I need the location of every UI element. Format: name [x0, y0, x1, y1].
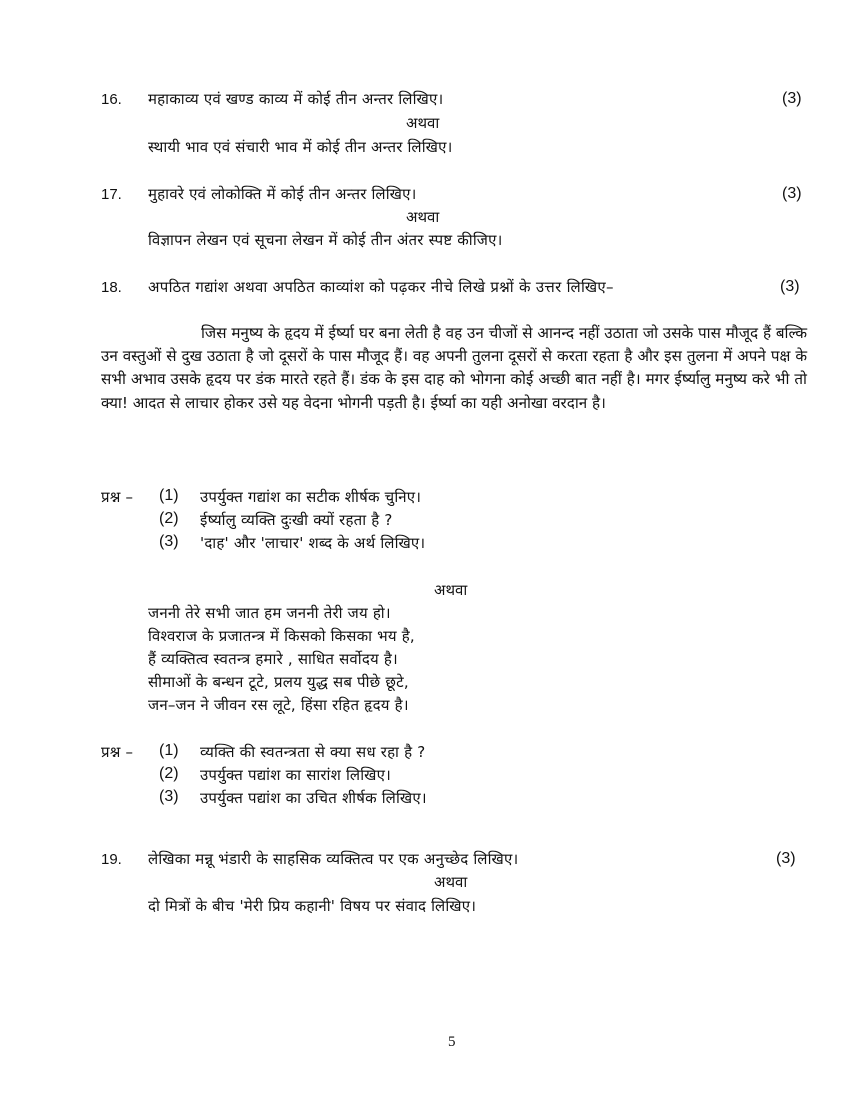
sub-question-text: 'दाह' और 'लाचार' शब्द के अर्थ लिखिए।: [200, 534, 426, 552]
prose-passage-text: जिस मनुष्य के हृदय में ईर्ष्या घर बना लेती है वह उन चीजों से आनन्द नहीं उठाता जो उसके पास मौजूद हैं बल्कि उन वस्तुओं से दुख उठाता है जो दूसरों के पास मौजूद हैं। वह अपनी तुलना दूसरों से करता रहता है और इस तुलना में अपने पक्ष के सभी अभाव उसके हृदय पर डंक मारते रहते हैं। डंक के इस दाह को भोगना कोई अच्छी बात नहीं है। मगर ईर्ष्यालु मनुष्य करे भी तो क्या! आदत से लाचार होकर उसे यह वेदना भोगनी पड़ती है। ईर्ष्या का यही अनोखा वरदान है।: [101, 324, 807, 412]
sub-question-number: (2): [159, 765, 179, 782]
question-text: महाकाव्य एवं खण्ड काव्य में कोई तीन अन्तर लिखिए।: [148, 90, 444, 108]
question-text: अपठित गद्यांश अथवा अपठित काव्यांश को पढ़कर नीचे लिखे प्रश्नों के उत्तर लिखिए–: [148, 278, 614, 296]
sub-question-text: उपर्युक्त पद्यांश का सारांश लिखिए।: [200, 766, 391, 784]
poem-line: सीमाओं के बन्धन टूटे, प्रलय युद्ध सब पीछे छूटे,: [148, 673, 409, 691]
poem-line: जन–जन ने जीवन रस लूटे, हिंसा रहित हृदय है।: [148, 696, 409, 714]
sub-question-text: उपर्युक्त गद्यांश का सटीक शीर्षक चुनिए।: [200, 488, 422, 506]
question-text: लेखिका मन्नू भंडारी के साहसिक व्यक्तित्व पर एक अनुच्छेद लिखिए।: [148, 850, 519, 868]
poem-line: जननी तेरे सभी जात हम जननी तेरी जय हो।: [148, 604, 391, 622]
alternative-question-text: दो मित्रों के बीच 'मेरी प्रिय कहानी' विषय पर संवाद लिखिए।: [148, 897, 477, 915]
question-number: 16.: [101, 91, 122, 108]
or-label: अथवा: [434, 873, 468, 891]
questions-label: प्रश्न –: [101, 743, 134, 761]
poem-line: हैं व्यक्तित्व स्वतन्त्र हमारे , साधित सर्वोदय है।: [148, 650, 398, 668]
or-label: अथवा: [434, 581, 468, 599]
sub-question-number: (3): [159, 533, 179, 550]
alternative-question-text: स्थायी भाव एवं संचारी भाव में कोई तीन अन्तर लिखिए।: [148, 138, 453, 156]
question-number: 18.: [101, 279, 122, 296]
sub-question-text: उपर्युक्त पद्यांश का उचित शीर्षक लिखिए।: [200, 789, 427, 807]
question-marks: (3): [782, 90, 802, 107]
sub-question-number: (3): [159, 788, 179, 805]
sub-question-text: ईर्ष्यालु व्यक्ति दुःखी क्यों रहता है ?: [200, 511, 393, 529]
question-number: 17.: [101, 186, 122, 203]
question-marks: (3): [780, 278, 800, 295]
sub-question-number: (2): [159, 510, 179, 527]
question-text: मुहावरे एवं लोकोक्ति में कोई तीन अन्तर लिखिए।: [148, 185, 417, 203]
page-number: 5: [448, 1034, 456, 1050]
question-marks: (3): [776, 850, 796, 867]
sub-question-text: व्यक्ति की स्वतन्त्रता से क्या सध रहा है ?: [200, 743, 426, 761]
sub-question-number: (1): [159, 487, 179, 504]
or-label: अथवा: [406, 208, 440, 226]
alternative-question-text: विज्ञापन लेखन एवं सूचना लेखन में कोई तीन अंतर स्पष्ट कीजिए।: [148, 231, 503, 249]
prose-passage: [101, 322, 807, 415]
poem-line: विश्वराज के प्रजातन्त्र में किसको किसका भय है,: [148, 627, 415, 645]
questions-label: प्रश्न –: [101, 488, 134, 506]
or-label: अथवा: [406, 114, 440, 132]
question-number: 19.: [101, 851, 122, 868]
question-marks: (3): [782, 185, 802, 202]
sub-question-number: (1): [159, 742, 179, 759]
